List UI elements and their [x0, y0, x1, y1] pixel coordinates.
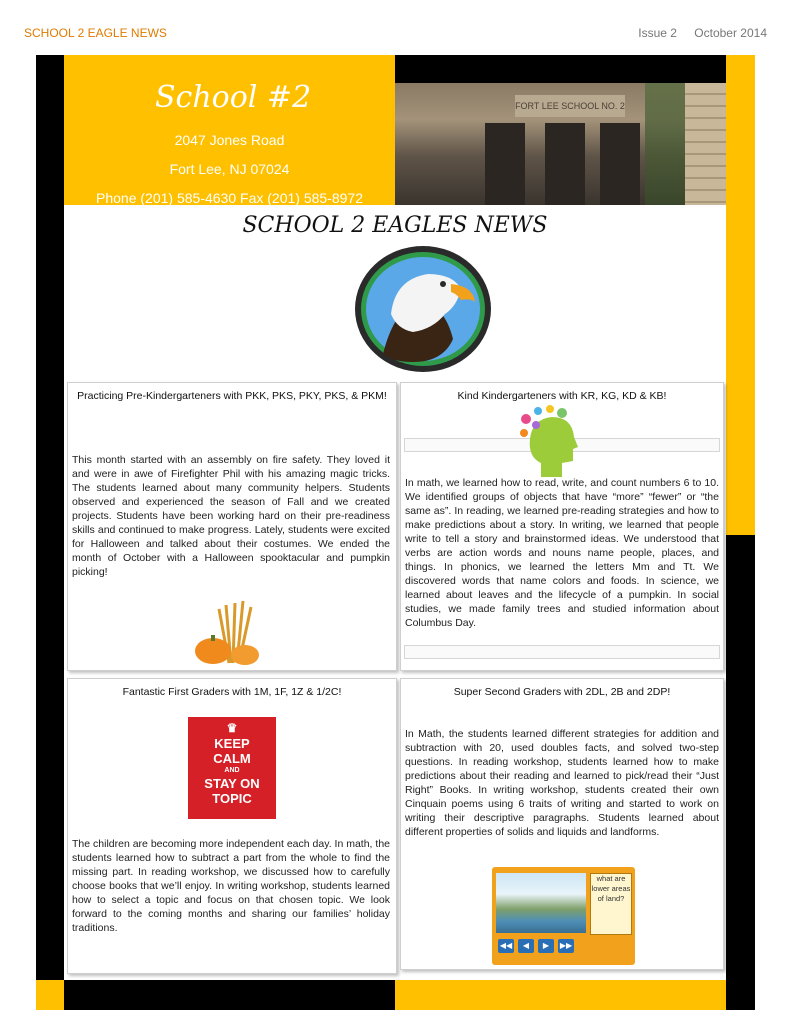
prek-section — [67, 382, 397, 671]
second-grade-section — [400, 678, 724, 970]
landforms-game-screenshot — [492, 867, 635, 965]
pumpkin-wheat-icon — [193, 593, 268, 665]
second-grade-title: Super Second Graders with 2DL, 2B and 2DP! — [453, 686, 671, 698]
poster-line: CALM — [213, 751, 251, 766]
eagle-logo — [353, 244, 493, 374]
frame-bottom-black-band — [64, 980, 395, 1010]
poster-line: AND — [224, 767, 240, 774]
frame-left-band — [36, 55, 64, 1010]
kindergarten-section — [400, 382, 724, 671]
issue-number: Issue 2 — [638, 26, 677, 40]
building-sign: FORT LEE SCHOOL NO. 2 — [515, 95, 625, 117]
prek-body: This month started with an assembly on fire safety. They loved it and were in awe of Firefighter Phil with his amazing magic tricks. The students learned about many community helpers. Students observed and experienced the season of Fall and we created projects. Students have been working hard on their pre-readiness skills and continued to make progress. Lately, students were excited for Halloween and talked about their costumes. We ended the month of October with a Halloween spooktacular and pumpkin picking! — [72, 454, 390, 578]
game-question-sign: what are lower areas of land? — [590, 873, 632, 935]
divider-box — [404, 645, 720, 659]
poster-line: KEEP — [214, 736, 250, 751]
next-icon: ▶ — [538, 939, 554, 953]
poster-line: TOPIC — [212, 791, 252, 806]
crown-icon: ♛ — [226, 721, 238, 735]
newsletter-running-title: SCHOOL 2 EAGLE NEWS — [24, 26, 167, 40]
first-grade-section — [67, 678, 397, 974]
kindergarten-body: In math, we learned how to read, write, and count numbers 6 to 10. We identified groups of objects that have “more” “fewer” or “the same as”. In reading, we learned pre-reading strategies and how to make predictions about a story. In writing, we learned that people write to tell a story and brainstormed ideas. We understood that verbs are action words and nouns name people, places, and things. In phonics, we learned the letters Mm and Tt. We discovered words that name colors and foods. In science, we learned about leaves and the lifecycle of a pumpkin. In social studies, we made family trees and studied information about Columbus Day. — [405, 477, 719, 629]
frame-right-lower-band — [726, 535, 755, 1010]
frame-bottom-left-corner — [36, 980, 64, 1010]
tree-image — [645, 83, 685, 205]
keep-calm-poster — [188, 717, 276, 819]
building-doorway — [485, 123, 525, 205]
building-doorway — [545, 123, 585, 205]
fast-forward-icon: ▶▶ — [558, 939, 574, 953]
building-doorway — [600, 123, 640, 205]
landscape-image — [496, 873, 586, 933]
newsletter-title: SCHOOL 2 EAGLES NEWS — [242, 213, 548, 238]
prek-title: Practicing Pre-Kindergarteners with PKK, PKS, PKY, PKS, & PKM! — [77, 390, 387, 402]
poster-line: STAY ON — [204, 776, 260, 791]
school-name: School #2 — [155, 80, 312, 115]
building-wall — [685, 83, 726, 205]
address-line1: 2047 Jones Road — [174, 132, 285, 148]
issue-info — [624, 26, 767, 40]
first-grade-body: The children are becoming more independent each day. In math, the students learned how to subtract a part from the whole to find the missing part. In reading workshop, we discussed how to carefully choose books that we’ll enjoy. In writing workshop, students learned how to select a topic and focus on that chosen topic. We look forward to the coming months and sharing our families’ holiday traditions. — [72, 838, 390, 934]
frame-right-upper-band — [726, 55, 755, 535]
issue-date: October 2014 — [694, 26, 767, 40]
frame-top-band — [395, 55, 755, 83]
address-line2: Fort Lee, NJ 07024 — [169, 161, 290, 177]
first-grade-title: Fantastic First Graders with 1M, 1F, 1Z & 1/2C! — [122, 686, 342, 698]
rewind-icon: ◀◀ — [498, 939, 514, 953]
thinking-head-icon — [516, 405, 586, 477]
frame-bottom-yellow-band — [395, 980, 726, 1010]
kindergarten-title: Kind Kindergarteners with KR, KG, KD & KB! — [457, 390, 667, 402]
second-grade-body: In Math, the students learned different strategies for addition and subtraction with 20, used doubles facts, and solved two-step questions. In reading workshop, students learned how to make predictions about their reading and learned to pick/read their “Just Right” Books. In writing workshop, students created their own Cinquain poems using 6 traits of writing and started to work on writing their descriptive paragraphs. Students learned about different properties of solids and liquids and landforms. — [405, 728, 719, 838]
school-building-photo — [395, 83, 726, 205]
previous-icon: ◀ — [518, 939, 534, 953]
school-header-panel — [64, 55, 395, 205]
phone-fax: Phone (201) 585-4630 Fax (201) 585-8972 — [96, 190, 363, 206]
